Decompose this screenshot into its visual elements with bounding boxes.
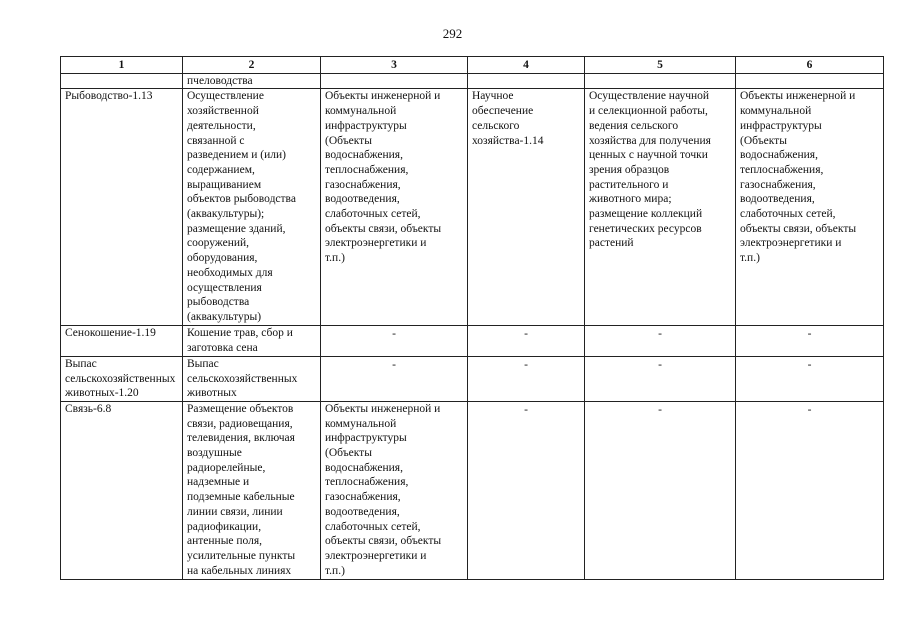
column-header: 3 [321,57,468,74]
table-cell [585,356,736,401]
dash-mark: - [807,403,812,416]
table-cell [61,73,183,89]
table-cell: Рыбоводство-1.13 [61,89,183,326]
table-cell [736,401,884,579]
table-cell [585,401,736,579]
table-cell [585,73,736,89]
table-cell: Выпас сельскохозяйственных животных-1.20 [61,356,183,401]
table-cell [468,401,585,579]
table-cell [736,356,884,401]
table-cell: Научное обеспечение сельского хозяйства-1.14 [468,89,585,326]
table-cell: Объекты инженерной и коммунальной инфраструктуры (Объекты водоснабжения, теплоснабжения, газоснабжения, водоотведения, слаботочных сетей, объекты связи, объекты электроэнергетики и т.п.) [736,89,884,326]
table-cell [468,356,585,401]
dash-mark: - [658,328,662,341]
column-header: 4 [468,57,585,74]
dash-mark: - [658,358,662,371]
dash-mark: - [524,403,528,416]
column-header: 1 [61,57,183,74]
table-cell [736,73,884,89]
dash-mark: - [392,358,396,371]
table-cell: Объекты инженерной и коммунальной инфраструктуры (Объекты водоснабжения, теплоснабжения, газоснабжения, водоотведения, слаботочных сетей, объекты связи, объекты электроэнергетики и т.п.) [321,89,468,326]
table-row-vypas [61,356,884,401]
table-cell [321,326,468,356]
dash-mark: - [524,328,528,341]
dash-mark: - [807,328,812,341]
table-row-senokoshenie [61,326,884,356]
table-row-svyaz [61,401,884,579]
table-cell: Сенокошение-1.19 [61,326,183,356]
table-cell: Кошение трав, сбор и заготовка сена [183,326,321,356]
table-cell [585,326,736,356]
table-cell: Выпас сельскохозяйственных животных [183,356,321,401]
table-cell [321,356,468,401]
dash-mark: - [392,328,396,341]
dash-mark: - [807,358,812,371]
table-cell: Осуществление хозяйственной деятельности, связанной с разведением и (или) содержанием, выращиванием объектов рыбоводства (аквакультуры); размещение зданий, сооружений, оборудования, необходимых для осуществления рыбоводства (аквакультуры) [183,89,321,326]
page-number: 292 [442,26,463,41]
table-cell [468,73,585,89]
column-header: 6 [736,57,884,74]
table-cell: Связь-6.8 [61,401,183,579]
table-cell: Осуществление научной и селекционной работы, ведения сельского хозяйства для получения ценных с научной точки зрения образцов растительного и животного мира; размещение коллекций генетических ресурсов растений [585,89,736,326]
table-row-rybovodstvo [61,89,884,326]
table-cell [321,73,468,89]
table-cell [468,326,585,356]
table-header-row [61,57,884,74]
table-cell: Размещение объектов связи, радиовещания, телевидения, включая воздушные радиорелейные, надземные и подземные кабельные линии связи, линии радиофикации, антенные поля, усилительные пункты на кабельных линиях [183,401,321,579]
table-cell: пчеловодства [183,73,321,89]
document-table [60,56,884,580]
column-header: 5 [585,57,736,74]
table-cell: Объекты инженерной и коммунальной инфраструктуры (Объекты водоснабжения, теплоснабжения, газоснабжения, водоотведения, слаботочных сетей, объекты связи, объекты электроэнергетики и т.п.) [321,401,468,579]
dash-mark: - [524,358,528,371]
table-row-continuation [61,73,884,89]
column-header: 2 [183,57,321,74]
table-cell [736,326,884,356]
dash-mark: - [658,403,662,416]
